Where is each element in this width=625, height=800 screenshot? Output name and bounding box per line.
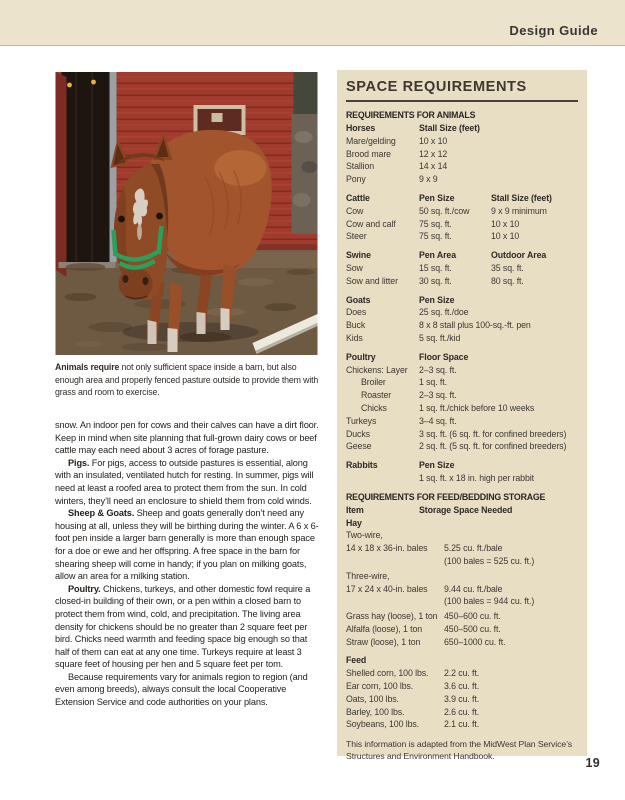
caption-lead: Animals require (55, 362, 120, 372)
table-row (346, 364, 578, 377)
row-label: Turkeys (346, 415, 377, 426)
animal-table (346, 122, 578, 186)
col-header: Horses (346, 123, 376, 133)
trees (294, 72, 318, 118)
animal-table (346, 459, 578, 485)
row-value: 2–3 sq. ft. (419, 390, 457, 401)
col-header: Pen Size (419, 460, 455, 471)
table-row (346, 218, 578, 231)
row-label: Oats, 100 lbs. (346, 693, 399, 704)
row-label: Mare/gelding (346, 135, 396, 146)
row-label: Kids (346, 332, 363, 343)
row-label (346, 472, 419, 485)
table-row (346, 555, 578, 568)
col-header (491, 459, 578, 472)
paragraph-text: Because requirements vary for animals region to region (and even among breeds), always consult the local Cooperative Extension Service and code authorities on your plans. (55, 671, 308, 708)
row-value: 75 sq. ft. (419, 218, 452, 229)
row-value (491, 160, 578, 173)
animals-section-heading: REQUIREMENTS FOR ANIMALS (346, 110, 476, 120)
col-header: Pen Size (419, 294, 455, 305)
row-label: Straw (loose), 1 ton (346, 636, 421, 647)
paragraph (55, 671, 323, 709)
photo-caption (55, 361, 327, 399)
col-header: Cattle (346, 192, 370, 203)
row-value (491, 135, 578, 148)
row-value (491, 389, 578, 402)
row-label: Steer (346, 231, 367, 242)
row-label: Sow (346, 262, 363, 273)
paragraph-lead: Pigs. (68, 457, 90, 468)
row-value (491, 364, 578, 377)
row-value: 10 x 10 (419, 135, 448, 146)
table-row (346, 570, 578, 583)
row-label: Does (346, 307, 367, 318)
barn-door-opening (62, 72, 112, 264)
row-value: (100 bales = 944 cu. ft.) (444, 596, 535, 607)
row-value (491, 428, 578, 441)
door-light (67, 83, 72, 88)
row-value: 30 sq. ft. (419, 275, 452, 286)
row-value (491, 306, 578, 319)
row-label: Grass hay (loose), 1 ton (346, 611, 438, 622)
table-row (346, 542, 578, 555)
row-label (346, 595, 444, 608)
row-value: 1 sq. ft./chick before 10 weeks (419, 402, 535, 413)
table-header-row (346, 294, 578, 307)
storage-group-name-row (346, 517, 578, 530)
table-row (346, 319, 578, 332)
col-header: Poultry (346, 351, 376, 362)
paragraph (55, 583, 323, 671)
table-header-row (346, 459, 578, 472)
sidebar-title: SPACE REQUIREMENTS (346, 78, 527, 95)
animal-table (346, 351, 578, 453)
row-value (491, 173, 578, 186)
table-row (346, 693, 578, 706)
row-label: Two-wire, (346, 530, 383, 541)
row-value: 75 sq. ft. (419, 231, 452, 242)
paragraph-lead: Sheep & Goats. (68, 508, 135, 519)
animal-table (346, 192, 578, 243)
row-value: 9.44 cu. ft./bale (444, 583, 503, 594)
paragraph-text: snow. An indoor pen for cows and their calves can have a dirt floor. Keep in mind when site planning that full-grown dairy cows or beef cattle may each need about 3 acres of forage pasture. (55, 420, 319, 456)
table-row (346, 135, 578, 148)
row-label: Chicks (361, 402, 387, 413)
paragraph-lead: Poultry. (68, 583, 101, 594)
row-value: 5.25 cu. ft./bale (444, 543, 503, 554)
row-label: Cow and calf (346, 218, 396, 229)
table-row (346, 440, 578, 453)
table-header-row (346, 122, 578, 135)
title-rule (346, 100, 578, 102)
row-value: 2 sq. ft. (5 sq. ft. for confined breeders) (419, 441, 567, 452)
caption-line3: grass and room to exercise. (55, 387, 160, 398)
storage-group-name-row (346, 654, 578, 667)
table-row (346, 389, 578, 402)
row-value: 2.1 cu. ft. (444, 719, 480, 730)
row-value (444, 570, 578, 583)
row-value: 450–500 cu. ft. (444, 623, 501, 634)
row-value: 14 x 14 (419, 161, 448, 172)
row-label: Brood mare (346, 148, 391, 159)
sidebar-footnote: This information is adapted from the MidWest Plan Service’s Structures and Environment Handbook. (346, 739, 573, 762)
page-number: 19 (585, 756, 600, 770)
caption-line1: not only sufficient space inside a barn, but also (119, 362, 297, 372)
row-value: 10 x 10 (491, 231, 520, 242)
col-header: Pen Size (419, 192, 455, 203)
row-value (491, 148, 578, 161)
row-label: Barley, 100 lbs. (346, 706, 405, 717)
horse-photo (55, 72, 318, 355)
row-label: Buck (346, 320, 366, 331)
paragraph (55, 507, 323, 583)
row-label: 14 x 18 x 36-in. bales (346, 543, 428, 554)
paragraph (55, 419, 323, 457)
table-row (346, 718, 578, 731)
col-header (491, 294, 578, 307)
row-label: Broiler (361, 377, 386, 388)
row-label: Chickens: Layer (346, 364, 408, 375)
col-header: Floor Space (419, 351, 469, 362)
space-requirements-sidebar (337, 70, 587, 762)
row-value: 9 x 9 (419, 174, 438, 185)
table-row (346, 529, 578, 542)
row-label (346, 555, 444, 568)
col-header: Outdoor Area (491, 250, 547, 261)
row-value (491, 319, 578, 332)
table-row (346, 415, 578, 428)
row-value: 1 sq. ft. x 18 in. high per rabbit (419, 472, 534, 483)
row-value (491, 402, 578, 415)
table-row (346, 332, 578, 345)
table-header-row (346, 249, 578, 262)
table-row (346, 472, 578, 485)
table-row (346, 583, 578, 596)
caption-line2: enough area and properly fenced pasture outside to provide them with (55, 374, 319, 385)
storage-section-heading: REQUIREMENTS FOR FEED/BEDDING STORAGE (346, 491, 546, 502)
row-label: Stallion (346, 161, 375, 172)
storage-table (346, 517, 578, 649)
row-value (491, 472, 578, 485)
table-row (346, 205, 578, 218)
row-label: Geese (346, 441, 372, 452)
row-value: 5 sq. ft./kid (419, 332, 461, 343)
row-value: 650–1000 cu. ft. (444, 636, 506, 647)
table-row (346, 667, 578, 680)
paragraph (55, 457, 323, 507)
storage-header-row (346, 504, 578, 517)
door-light (91, 80, 96, 85)
row-value (444, 529, 578, 542)
horse-eye (156, 213, 163, 220)
table-row (346, 610, 578, 623)
horse-photo-illustration (55, 72, 318, 355)
row-value: 3.9 cu. ft. (444, 693, 480, 704)
row-value: 9 x 9 minimum (491, 205, 547, 216)
table-row (346, 428, 578, 441)
row-value: 25 sq. ft./doe (419, 307, 469, 318)
row-value (491, 415, 578, 428)
animal-table (346, 249, 578, 287)
storage-col-item: Item (346, 504, 364, 515)
row-label: Soybeans, 100 lbs. (346, 719, 420, 730)
storage-group-name: Hay (346, 517, 362, 528)
row-value: 12 x 12 (419, 148, 448, 159)
table-header-row (346, 351, 578, 364)
row-value: 2–3 sq. ft. (419, 364, 457, 375)
row-label: Ear corn, 100 lbs. (346, 681, 414, 692)
row-value: 3.6 cu. ft. (444, 681, 480, 692)
row-value: 10 x 10 (491, 218, 520, 229)
storage-group-name: Feed (346, 655, 367, 666)
row-value: 2.2 cu. ft. (444, 668, 480, 679)
open-door-panel (56, 72, 67, 277)
table-row (346, 262, 578, 275)
table-row (346, 623, 578, 636)
row-value: (100 bales = 525 cu. ft.) (444, 555, 535, 566)
paragraph-text: For pigs, access to outside pastures is essential, along with an insulated, ventilated hutch for resting. In summer, pigs will need at least a roofed area to protect them from the sun. In cold winters, they’ll need an enclosure to shield them from cold winds. (55, 457, 314, 506)
table-row (346, 230, 578, 243)
row-label: Roaster (361, 390, 392, 401)
row-label: Three-wire, (346, 570, 390, 581)
row-value (491, 376, 578, 389)
table-row (346, 376, 578, 389)
row-value (491, 440, 578, 453)
row-value: 450–600 cu. ft. (444, 611, 501, 622)
col-header (491, 122, 578, 135)
table-row (346, 148, 578, 161)
table-row (346, 680, 578, 693)
row-value: 15 sq. ft. (419, 262, 452, 273)
body-text (55, 419, 323, 709)
row-label: Pony (346, 174, 366, 185)
row-label: Sow and litter (346, 275, 398, 286)
storage-table (346, 654, 578, 731)
col-header: Swine (346, 250, 371, 261)
table-row (346, 173, 578, 186)
table-row (346, 306, 578, 319)
col-header: Rabbits (346, 460, 378, 471)
row-value: 80 sq. ft. (491, 275, 524, 286)
table-row (346, 636, 578, 649)
storage-col-space: Storage Space Needed (419, 504, 513, 515)
col-header (491, 351, 578, 364)
table-row (346, 595, 578, 608)
row-value: 3 sq. ft. (6 sq. ft. for confined breeders) (419, 428, 567, 439)
row-value: 1 sq. ft. (419, 377, 447, 388)
table-row (346, 402, 578, 415)
row-value: 3–4 sq. ft. (419, 415, 457, 426)
row-value: 50 sq. ft./cow (419, 205, 470, 216)
table-row (346, 160, 578, 173)
row-label: Cow (346, 205, 364, 216)
animals-tables (346, 122, 578, 485)
paragraph-text: Chickens, turkeys, and other domestic fowl require a closed-in building of their own, or a pen within a closed barn to protect them from wind, cold, and precipitation. The living area density for chickens should be no greater than 2 square feet per bird. Chicks need warmth and feeding space big enough so that half of them can eat at any one time. Turkeys require at least 3 square feet of housing per hen and 5 square feet per tom. (55, 583, 311, 670)
storage-tables (346, 517, 578, 732)
page-header-title: Design Guide (509, 23, 598, 38)
paragraph-text: Sheep and goats generally don’t need any housing at all, unless they will be birthing during the winter. A 6 x 6-foot pen inside a larger barn generally is more than enough space for a doe or ewe and her offspring. A free space in the barn for shearing sheep will come in handy; if you plan on milking goats, allow an area for a milking station. (55, 508, 319, 582)
row-value (491, 332, 578, 345)
horse-shadow (123, 322, 259, 342)
row-label: 17 x 24 x 40-in. bales (346, 583, 428, 594)
row-label: Ducks (346, 428, 370, 439)
table-row (346, 706, 578, 719)
page-header-band (0, 0, 625, 46)
row-value: 8 x 8 stall plus 100-sq.-ft. pen (419, 320, 531, 331)
table-row (346, 275, 578, 288)
row-value: 35 sq. ft. (491, 262, 524, 273)
row-label: Shelled corn, 100 lbs. (346, 668, 429, 679)
col-header: Pen Area (419, 250, 457, 261)
horse-eye (118, 216, 125, 223)
row-value: 2.6 cu. ft. (444, 706, 480, 717)
col-header: Goats (346, 294, 371, 305)
row-label: Alfalfa (loose), 1 ton (346, 623, 423, 634)
table-header-row (346, 192, 578, 205)
animal-table (346, 294, 578, 345)
col-header: Stall Size (feet) (491, 192, 552, 203)
col-header: Stall Size (feet) (419, 123, 480, 133)
